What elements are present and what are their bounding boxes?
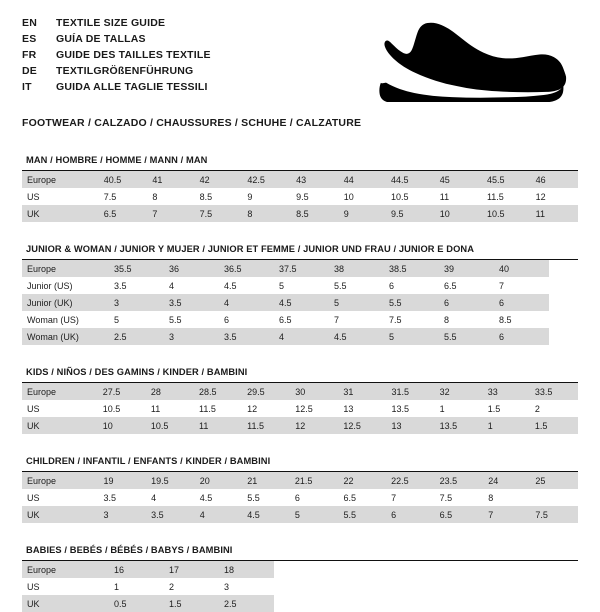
cell: 1.5 — [487, 403, 501, 414]
cell: 22 — [338, 472, 386, 489]
cell: 24 — [483, 472, 530, 489]
cell: 6.5 — [279, 314, 292, 325]
size-group-babies — [22, 545, 578, 612]
language-title: TEXTILGRÖßENFÜHRUNG — [56, 65, 194, 77]
row-label: Woman (US) — [27, 314, 79, 325]
cell: 45 — [435, 171, 482, 188]
size-table-children — [22, 472, 578, 523]
cell: 7.5 — [439, 492, 453, 503]
size-table-kids — [22, 383, 578, 434]
cell: 4.5 — [224, 280, 237, 291]
cell: 2 — [534, 403, 540, 414]
cell: 31 — [338, 383, 386, 400]
cell: 3.5 — [103, 492, 117, 503]
row-label: UK — [22, 506, 99, 523]
row-label: US — [27, 403, 40, 414]
cell: 12 — [247, 403, 258, 414]
cell: 3.5 — [219, 328, 274, 345]
cell: 4.5 — [242, 506, 290, 523]
footwear-section-title: FOOTWEAR / CALZADO / CHAUSSURES / SCHUHE / CALZATURE — [22, 117, 362, 129]
language-row — [22, 32, 211, 47]
language-title: GUIDE DES TAILLES TEXTILE — [56, 49, 211, 61]
size-table-junior-woman — [22, 260, 549, 345]
cell: 0.5 — [109, 595, 164, 612]
cell: 1 — [114, 581, 120, 592]
cell: 41 — [147, 171, 194, 188]
cell: 8 — [242, 205, 291, 222]
cell: 4 — [195, 506, 243, 523]
cell: 28 — [146, 383, 194, 400]
cell: 3 — [109, 294, 164, 311]
cell: 29.5 — [242, 383, 290, 400]
cell: 9.5 — [296, 191, 309, 202]
size-group-junior-woman — [22, 244, 578, 345]
cell: 1 — [439, 403, 445, 414]
cell: 5.5 — [334, 280, 347, 291]
table-row — [22, 328, 549, 345]
row-label: Europe — [22, 260, 109, 277]
language-title: GUIDA ALLE TAGLIE TESSILI — [56, 81, 208, 93]
cell: 6 — [389, 280, 395, 291]
cell: 7.5 — [389, 314, 402, 325]
cell: 32 — [435, 383, 483, 400]
cell: 10 — [343, 191, 354, 202]
cell: 30 — [290, 383, 338, 400]
table-row — [22, 561, 274, 578]
cell: 44.5 — [386, 171, 435, 188]
language-row — [22, 80, 211, 95]
cell: 3.5 — [114, 280, 127, 291]
cell: 10 — [98, 417, 146, 434]
row-label: Europe — [22, 561, 109, 578]
cell: 25 — [530, 472, 578, 489]
row-label: Europe — [22, 472, 99, 489]
table-row — [22, 578, 274, 595]
cell: 35.5 — [109, 260, 164, 277]
table-row — [22, 595, 274, 612]
cell: 6 — [386, 506, 435, 523]
cell: 11 — [439, 191, 450, 202]
language-code: FR — [22, 49, 37, 61]
row-label: Junior (US) — [27, 280, 73, 291]
cell: 7 — [147, 205, 194, 222]
table-row — [22, 383, 578, 400]
cell: 31.5 — [387, 383, 435, 400]
cell: 42.5 — [242, 171, 291, 188]
language-code: EN — [22, 17, 37, 29]
cell: 7 — [499, 280, 505, 291]
cell: 11 — [150, 403, 161, 414]
size-group-man — [22, 155, 578, 222]
cell: 10.5 — [482, 205, 531, 222]
cell: 8.5 — [499, 314, 512, 325]
cell: 7 — [483, 506, 530, 523]
table-row — [22, 400, 578, 417]
table-row — [22, 417, 578, 434]
cell: 6.5 — [435, 506, 484, 523]
cell: 10.5 — [391, 191, 409, 202]
row-label: UK — [22, 595, 109, 612]
row-label: US — [27, 492, 40, 503]
cell: 10.5 — [102, 403, 121, 414]
table-row — [22, 472, 578, 489]
cell: 12.5 — [338, 417, 386, 434]
cell: 2.5 — [219, 595, 274, 612]
row-label: US — [27, 581, 40, 592]
group-title: BABIES / BEBÉS / BÉBÉS / BABYS / BAMBINI — [22, 545, 578, 561]
cell: 40 — [494, 260, 549, 277]
row-label: Woman (UK) — [22, 328, 109, 345]
cell: 6 — [494, 328, 549, 345]
language-code: DE — [22, 65, 37, 77]
cell: 10 — [435, 205, 482, 222]
language-code: IT — [22, 81, 32, 93]
cell: 6 — [224, 314, 230, 325]
cell: 6 — [494, 294, 549, 311]
cell: 7.5 — [530, 506, 578, 523]
cell: 3.5 — [164, 294, 219, 311]
cell: 5.5 — [169, 314, 182, 325]
group-title: JUNIOR & WOMAN / JUNIOR Y MUJER / JUNIOR ET FEMME / JUNIOR UND FRAU / JUNIOR E DONA — [22, 244, 578, 260]
cell: 9 — [339, 205, 386, 222]
cell: 38 — [329, 260, 384, 277]
row-label: Europe — [22, 383, 98, 400]
cell: 4 — [274, 328, 329, 345]
cell: 11.5 — [486, 191, 504, 202]
row-label: US — [27, 191, 40, 202]
table-row — [22, 506, 578, 523]
language-code: ES — [22, 33, 37, 45]
table-row — [22, 188, 578, 205]
table-row — [22, 489, 578, 506]
cell: 12.5 — [295, 403, 313, 414]
cell: 5.5 — [439, 328, 494, 345]
cell: 3 — [164, 328, 219, 345]
cell: 45.5 — [482, 171, 531, 188]
cell: 12 — [290, 417, 338, 434]
cell: 36 — [164, 260, 219, 277]
cell: 23.5 — [435, 472, 484, 489]
cell: 5 — [290, 506, 339, 523]
cell: 40.5 — [99, 171, 148, 188]
cell: 20 — [195, 472, 243, 489]
cell: 18 — [219, 561, 274, 578]
cell: 7.5 — [195, 205, 243, 222]
document-header — [22, 16, 578, 102]
cell: 5.5 — [338, 506, 386, 523]
cell: 11 — [194, 417, 242, 434]
cell: 8 — [488, 492, 494, 503]
cell: 3 — [224, 581, 230, 592]
cell: 8.5 — [199, 191, 213, 202]
cell: 2.5 — [109, 328, 164, 345]
cell: 21.5 — [290, 472, 339, 489]
cell: 37.5 — [274, 260, 329, 277]
table-row — [22, 260, 549, 277]
cell: 19 — [99, 472, 147, 489]
language-title: GUÍA DE TALLAS — [56, 33, 146, 45]
cell: 33.5 — [530, 383, 578, 400]
table-row — [22, 311, 549, 328]
cell: 2 — [169, 581, 175, 592]
language-row — [22, 16, 211, 31]
cell: 1.5 — [530, 417, 578, 434]
group-title: CHILDREN / INFANTIL / ENFANTS / KINDER / BAMBINI — [22, 456, 578, 472]
cell: 9.5 — [386, 205, 435, 222]
cell: 7 — [391, 492, 397, 503]
cell: 1 — [483, 417, 530, 434]
cell: 7 — [334, 314, 340, 325]
cell: 8 — [444, 314, 450, 325]
row-label: UK — [22, 417, 98, 434]
table-row — [22, 205, 578, 222]
cell: 27.5 — [98, 383, 146, 400]
cell: 7.5 — [103, 191, 117, 202]
cell: 13 — [387, 417, 435, 434]
cell: 8.5 — [291, 205, 339, 222]
table-row — [22, 277, 549, 294]
language-title-list — [22, 16, 211, 95]
cell: 11.5 — [199, 403, 216, 414]
cell: 6.5 — [444, 280, 457, 291]
cell: 3.5 — [146, 506, 195, 523]
cell: 5 — [329, 294, 384, 311]
cell: 17 — [164, 561, 219, 578]
cell: 21 — [242, 472, 290, 489]
language-title: TEXTILE SIZE GUIDE — [56, 17, 166, 29]
cell: 11.5 — [242, 417, 290, 434]
cell: 13.5 — [391, 403, 410, 414]
cell: 36.5 — [219, 260, 274, 277]
cell: 44 — [339, 171, 386, 188]
cell: 5 — [114, 314, 120, 325]
cell: 5.5 — [247, 492, 260, 503]
cell: 4.5 — [199, 492, 213, 503]
cell: 12 — [535, 191, 546, 202]
table-row — [22, 294, 549, 311]
cell: 43 — [291, 171, 339, 188]
cell: 4.5 — [274, 294, 329, 311]
cell: 4 — [169, 280, 175, 291]
cell: 46 — [531, 171, 578, 188]
cell: 5.5 — [384, 294, 439, 311]
cell: 28.5 — [194, 383, 242, 400]
cell: 6 — [439, 294, 494, 311]
cell: 22.5 — [386, 472, 435, 489]
cell: 6.5 — [99, 205, 148, 222]
cell: 39 — [439, 260, 494, 277]
cell: 3 — [99, 506, 147, 523]
cell: 4 — [151, 492, 157, 503]
cell: 6 — [294, 492, 300, 503]
cell: 13.5 — [435, 417, 483, 434]
cell: 42 — [195, 171, 243, 188]
row-label: Junior (UK) — [22, 294, 109, 311]
cell: 13 — [343, 403, 354, 414]
cell: 38.5 — [384, 260, 439, 277]
table-row — [22, 171, 578, 188]
language-row — [22, 64, 211, 79]
dress-shoe-icon — [370, 20, 570, 102]
cell: 4.5 — [329, 328, 384, 345]
cell: 11 — [531, 205, 578, 222]
row-label: Europe — [22, 171, 99, 188]
cell: 33 — [483, 383, 530, 400]
group-title: KIDS / NIÑOS / DES GAMINS / KINDER / BAMBINI — [22, 367, 578, 383]
cell — [530, 489, 578, 506]
cell: 9 — [247, 191, 253, 202]
size-table-babies — [22, 561, 274, 612]
cell: 19.5 — [146, 472, 195, 489]
size-table-man — [22, 171, 578, 222]
size-group-kids — [22, 367, 578, 434]
cell: 16 — [109, 561, 164, 578]
cell: 5 — [384, 328, 439, 345]
group-title: MAN / HOMBRE / HOMME / MANN / MAN — [22, 155, 578, 171]
cell: 1.5 — [164, 595, 219, 612]
cell: 4 — [219, 294, 274, 311]
size-group-children — [22, 456, 578, 523]
row-label: UK — [22, 205, 99, 222]
cell: 10.5 — [146, 417, 194, 434]
cell: 6.5 — [343, 492, 356, 503]
cell: 5 — [279, 280, 285, 291]
language-row — [22, 48, 211, 63]
cell: 8 — [152, 191, 158, 202]
